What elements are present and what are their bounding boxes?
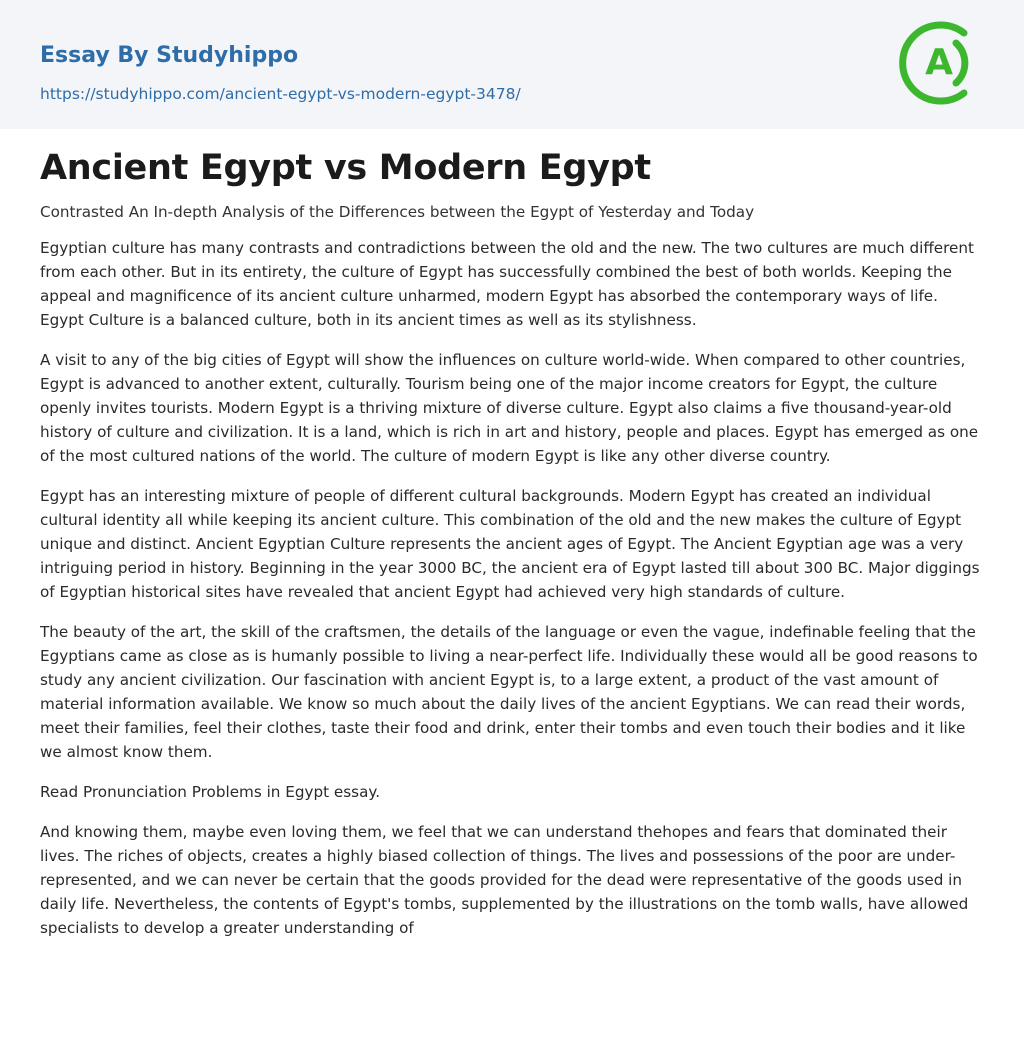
brand-title[interactable]: Essay By Studyhippo (40, 43, 299, 68)
studyhippo-logo-icon[interactable] (896, 19, 988, 107)
paragraph: The beauty of the art, the skill of the craftsmen, the details of the language or even the vague, indefinable feeling that the Egyptians came as close as is humanly possible to living a near-perfect life. Individually these would all be good reasons to study any ancient civilization. Our fascination with ancient Egypt is, to a large extent, a product of the vast amount of material information available. We know so much about the daily lives of the ancient Egyptians. We can read their words, meet their families, feel their clothes, taste their food and drink, enter their tombs and even touch their bodies and it like we almost know them. (40, 623, 978, 761)
paragraph: And knowing them, maybe even loving them, we feel that we can understand thehopes and fears that dominated their lives. The riches of objects, creates a highly biased collection of things. The lives and possessions of the poor are under-represented, and we can never be certain that the goods provided for the dead were representative of the goods used in daily life. Nevertheless, the contents of Egypt's tombs, supplemented by the illustrations on the tomb walls, have allowed specialists to develop a greater understanding of (40, 823, 969, 937)
site-header (0, 0, 1024, 129)
paragraph: Egypt has an interesting mixture of people of different cultural backgrounds. Modern Egypt has created an individual cultural identity all while keeping its ancient culture. This combination of the old and the new makes the culture of Egypt unique and distinct. Ancient Egyptian Culture represents the ancient ages of Egypt. The Ancient Egyptian age was a very intriguing period in history. Beginning in the year 3000 BC, the ancient era of Egypt lasted till about 300 BC. Major diggings of Egyptian historical sites have revealed that ancient Egypt had achieved very high standards of culture. (40, 487, 980, 601)
essay-body (40, 236, 984, 940)
related-essay-line: Read Pronunciation Problems in Egypt essay. (40, 783, 381, 801)
paragraph: A visit to any of the big cities of Egypt will show the influences on culture world-wide. When compared to other countries, Egypt is advanced to another extent, culturally. Tourism being one of the major income creators for Egypt, the culture openly invites tourists. Modern Egypt is a thriving mixture of diverse culture. Egypt also claims a five thousand-year-old history of culture and civilization. It is a land, which is rich in art and history, people and places. Egypt has emerged as one of the most cultured nations of the world. The culture of modern Egypt is like any other diverse country. (40, 351, 979, 465)
logo-letter: A (925, 42, 953, 83)
page-title: Ancient Egypt vs Modern Egypt (40, 148, 651, 188)
paragraph: Egyptian culture has many contrasts and contradictions between the old and the new. The two cultures are much different from each other. But in its entirety, the culture of Egypt has successfully combined the best of both worlds. Keeping the appeal and magnificence of its ancient culture unharmed, modern Egypt has absorbed the contemporary ways of life. Egypt Culture is a balanced culture, both in its ancient times as well as its stylishness. (40, 239, 974, 329)
page-subtitle: Contrasted An In-depth Analysis of the Differences between the Egypt of Yesterday and Today (40, 203, 755, 221)
essay-url-link[interactable]: https://studyhippo.com/ancient-egypt-vs-modern-egypt-3478/ (40, 85, 521, 103)
article (0, 129, 1024, 940)
